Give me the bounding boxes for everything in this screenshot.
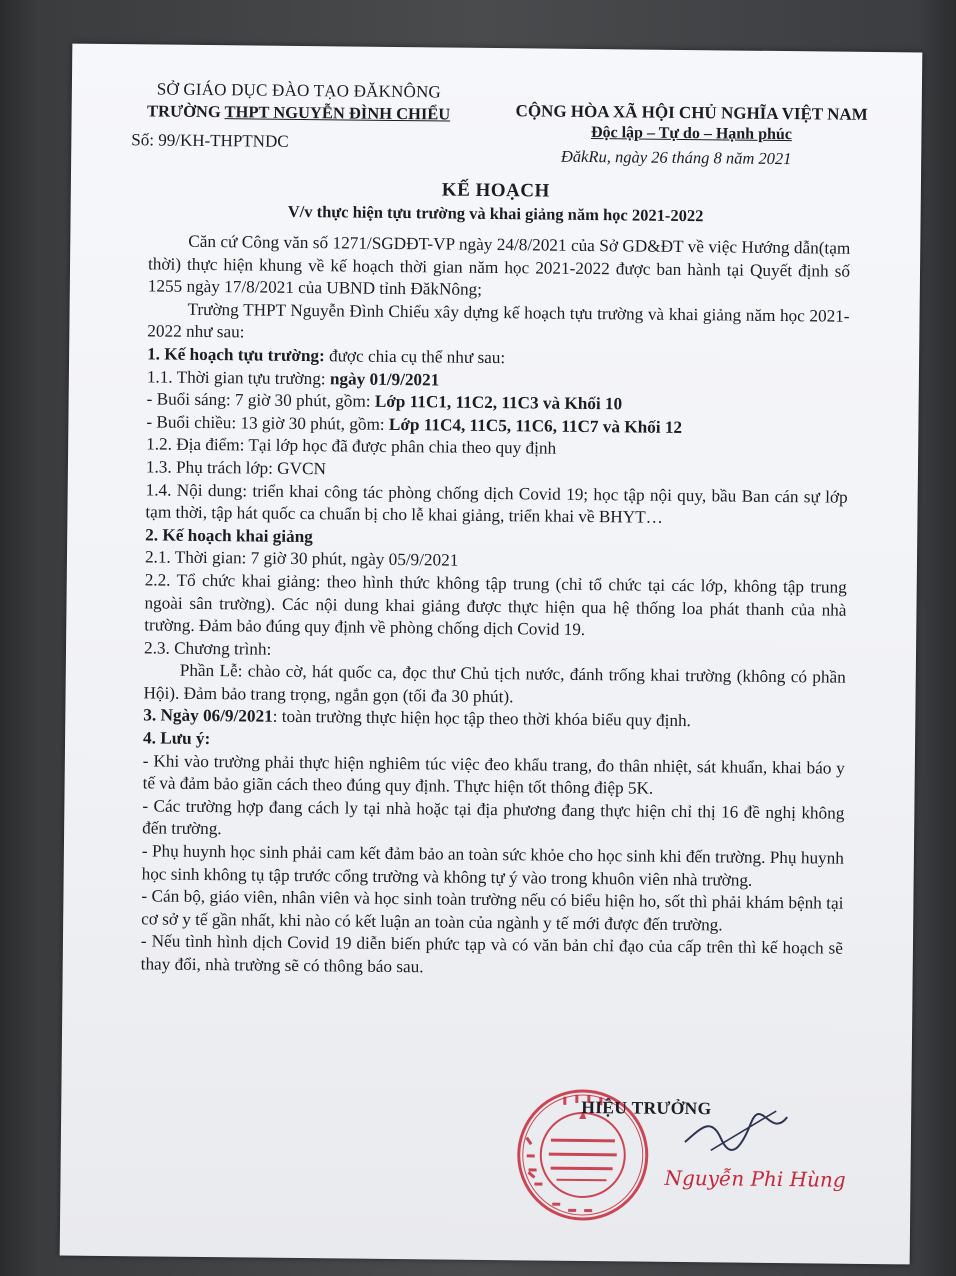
section-1-heading: 1. Kế hoạch tựu trường: được chia cụ thể như sau: xyxy=(147,344,506,368)
document-page xyxy=(60,44,923,1265)
handwritten-signature xyxy=(681,1108,792,1159)
department-name: SỞ GIÁO DỤC ĐÀO TẠO ĐĂKNÔNG xyxy=(156,79,442,102)
section-3: 3. Ngày 06/9/2021: toàn trường thực hiện học tập theo thời khóa biểu quy định. xyxy=(143,705,692,731)
section-2-heading: 2. Kế hoạch khai giảng xyxy=(145,525,313,546)
republic-title: CỘNG HÒA XÃ HỘI CHỦ NGHĨA VIỆT NAM xyxy=(515,101,868,124)
national-header xyxy=(481,100,901,146)
section-1-2: 1.2. Địa điểm: Tại lớp học đã được phân chia theo quy định xyxy=(146,434,557,459)
signatory-title: HIỆU TRƯỞNG xyxy=(581,1096,712,1119)
legal-basis-paragraph: Căn cứ Công văn số 1271/SGDĐT-VP ngày 24/8/2021 của Sở GD&ĐT về việc Hướng dẫn(tạm thời) thực hiện khung về kế hoạch thời gian năm học 2021-2022 được ban hành tại Quyết định số 1255 ngày 17/8/2021 của UBND tỉnh ĐăkNông; xyxy=(147,231,851,300)
signer-name: Nguyễn Phi Hùng xyxy=(664,1165,846,1192)
note-item: - Phụ huynh học sinh phải cam kết đảm bảo an toàn sức khỏe cho học sinh khi đến trường. Phụ huynh học sinh không tụ tập trước cổng trường và không tự ý vào trong khuôn viên nhà trường. xyxy=(141,841,844,890)
note-item: - Các trường hợp đang cách ly tại nhà hoặc tại địa phương đang thực hiện chỉ thị 16 đề nghị không đến trường. xyxy=(142,796,845,839)
place-date: ĐăkRu, ngày 26 tháng 8 năm 2021 xyxy=(560,146,792,169)
intro-paragraph: Trường THPT Nguyễn Đình Chiểu xây dựng kế hoạch tựu trường và khai giảng năm học 2021-2022 như sau: xyxy=(147,299,850,342)
section-2-1: 2.1. Thời gian: 7 giờ 30 phút, ngày 05/9/2021 xyxy=(144,547,459,570)
document-body xyxy=(141,230,851,983)
national-motto: Độc lập – Tự do – Hạnh phúc xyxy=(590,124,792,144)
note-item: - Cán bộ, giáo viên, nhân viên và học sinh toàn trường nếu có biểu hiện ho, sốt thì phải khám bệnh tại cơ sở y tế gần nhất, khi nào có kết luận an toàn của ngành y tế mới được đến trường. xyxy=(141,886,844,935)
morning-session: - Buổi sáng: 7 giờ 30 phút, gồm: Lớp 11C1, 11C2, 11C3 và Khối 10 xyxy=(146,389,623,414)
school-prefix: TRƯỜNG xyxy=(146,101,225,122)
section-1-4: 1.4. Nội dung: triển khai công tác phòng chống dịch Covid 19; học tập nội quy, bầu Ban cán sự lớp tạm thời, tập hát quốc ca chuẩn bị cho lễ khai giảng, triển khai về BHYT… xyxy=(145,479,848,527)
section-2-3: 2.3. Chương trình: xyxy=(143,638,272,659)
document-number: Số: 99/KH-THPTNDC xyxy=(131,130,289,151)
section-1-1: 1.1. Thời gian tựu trường: ngày 01/9/2021 xyxy=(146,366,440,390)
school-name: THPT NGUYỄN ĐÌNH CHIỂU xyxy=(224,102,451,124)
document-subtitle: V/v thực hiện tựu trường và khai giảng năm học 2021-2022 xyxy=(287,201,704,226)
note-item: - Nếu tình hình dịch Covid 19 diễn biến phức tạp và có văn bản chỉ đạo của cấp trên thì kế hoạch sẽ thay đổi, nhà trường sẽ có thông báo sau. xyxy=(140,931,844,977)
section-4-heading: 4. Lưu ý: xyxy=(143,728,211,749)
afternoon-session: - Buổi chiều: 13 giờ 30 phút, gồm: Lớp 11C4, 11C5, 11C6, 11C7 và Khối 12 xyxy=(146,412,683,437)
ceremony-program: Phần Lễ: chào cờ, hát quốc ca, đọc thư Chủ tịch nước, đánh trống khai trường (không có phần Hội). Đảm bảo trang trọng, ngắn gọn (tối đa 30 phút). xyxy=(143,661,846,707)
note-item: - Khi vào trường phải thực hiện nghiêm túc việc đeo khẩu trang, đo thân nhiệt, sát khuẩn, khai báo y tế và đảm bảo giãn cách theo đúng quy định. Thực hiện tốt thông điệp 5K. xyxy=(142,751,845,798)
section-2-2: 2.2. Tổ chức khai giảng: theo hình thức không tập trung (chỉ tổ chức tại các lớp, không tập trung ngoài sân trường). Các nội dung khai giảng được thực hiện qua hệ thống loa phát thanh của nhà trường. Đảm bảo đúng quy định về phòng chống dịch Covid 19. xyxy=(144,570,847,640)
document-title: KẾ HOẠCH xyxy=(441,179,550,202)
school-name-line xyxy=(124,100,474,126)
section-1-3: 1.3. Phụ trách lớp: GVCN xyxy=(145,457,327,479)
issuer-header xyxy=(124,78,474,126)
